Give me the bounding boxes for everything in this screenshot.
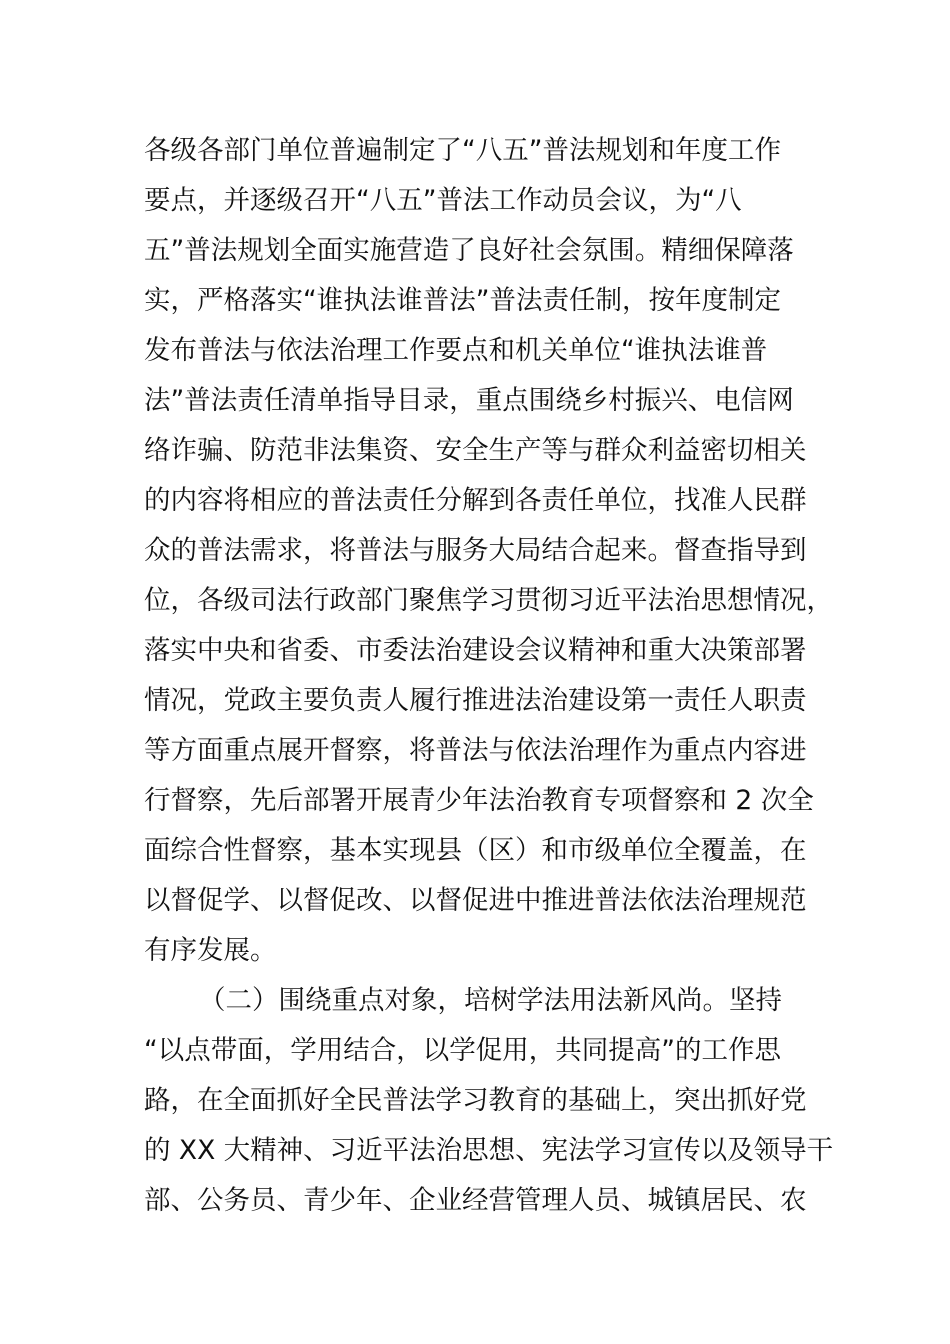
text-line: 众的普法需求，将普法与服务大局结合起来。督查指导到 bbox=[144, 535, 807, 566]
text-line: 有序发展。 bbox=[144, 935, 277, 966]
text-line: 实，严格落实“谁执法谁普法”普法责任制，按年度制定 bbox=[144, 285, 781, 316]
text-line: 情况，党政主要负责人履行推进法治建设第一责任人职责 bbox=[144, 685, 807, 716]
text-line: 路，在全面抓好全民普法学习教育的基础上，突出抓好党 bbox=[144, 1085, 807, 1116]
text-line: “以点带面，学用结合，以学促用，共同提高”的工作思 bbox=[144, 1035, 781, 1066]
text-line: 面综合性督察，基本实现县（区）和市级单位全覆盖，在 bbox=[144, 835, 807, 866]
text-line: 的内容将相应的普法责任分解到各责任单位，找准人民群 bbox=[144, 485, 807, 516]
text-line: 的 XX 大精神、习近平法治思想、宪法学习宣传以及领导干 bbox=[144, 1135, 834, 1166]
text-line: 法”普法责任清单指导目录，重点围绕乡村振兴、电信网 bbox=[144, 385, 794, 416]
text-line: 各级各部门单位普遍制定了“八五”普法规划和年度工作 bbox=[144, 135, 781, 166]
text-line: 部、公务员、青少年、企业经营管理人员、城镇居民、农 bbox=[144, 1185, 807, 1216]
text-line: 位，各级司法行政部门聚焦学习贯彻习近平法治思想情况， bbox=[144, 585, 833, 616]
document-body bbox=[144, 126, 834, 1226]
text-line: 行督察，先后部署开展青少年法治教育专项督察和 2 次全 bbox=[144, 785, 814, 816]
text-line: 以督促学、以督促改、以督促进中推进普法依法治理规范 bbox=[144, 885, 807, 916]
text-line: 发布普法与依法治理工作要点和机关单位“谁执法谁普 bbox=[144, 335, 768, 366]
text-line: 等方面重点展开督察，将普法与依法治理作为重点内容进 bbox=[144, 735, 807, 766]
text-line: 五”普法规划全面实施营造了良好社会氛围。精细保障落 bbox=[144, 235, 794, 266]
text-line: 络诈骗、防范非法集资、安全生产等与群众利益密切相关 bbox=[144, 435, 807, 466]
section-heading-line: （二）围绕重点对象，培树学法用法新风尚。坚持 bbox=[199, 985, 782, 1016]
text-line: 要点，并逐级召开“八五”普法工作动员会议，为“八 bbox=[144, 185, 742, 216]
text-line: 落实中央和省委、市委法治建设会议精神和重大决策部署 bbox=[144, 635, 807, 666]
